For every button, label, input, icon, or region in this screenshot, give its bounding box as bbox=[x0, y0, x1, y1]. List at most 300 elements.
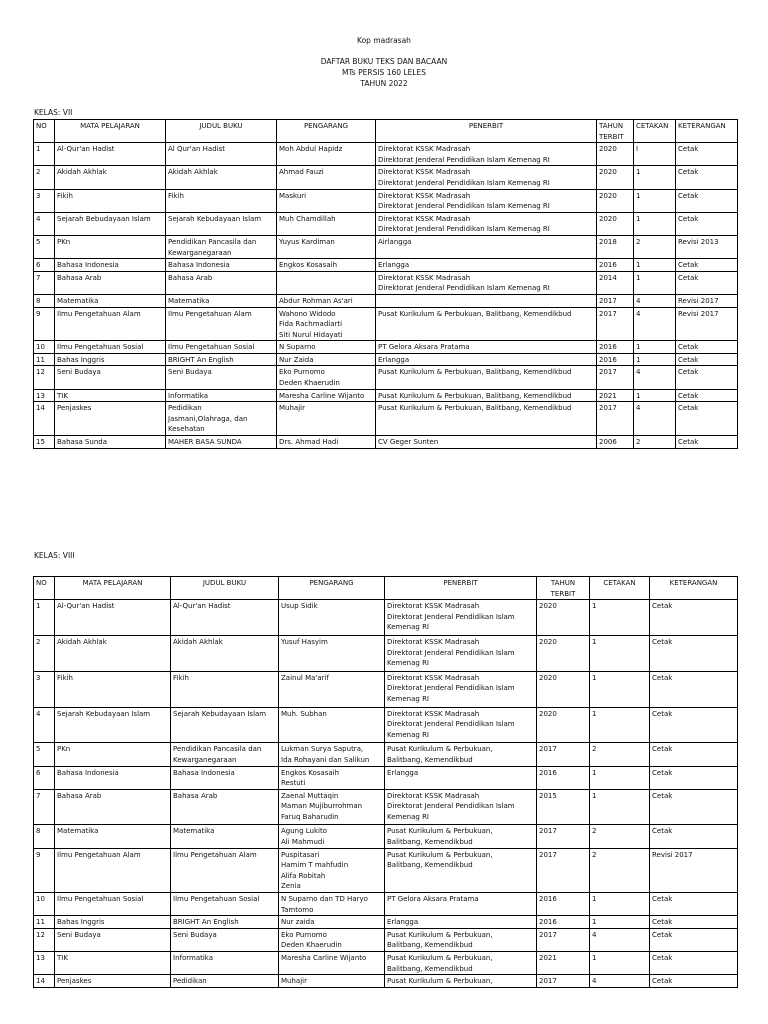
table-row bbox=[34, 600, 738, 636]
cell-cetakan: 1 bbox=[590, 600, 650, 636]
cell-mata-pelajaran: Ilmu Pengetahuan Alam bbox=[55, 307, 166, 341]
document-title bbox=[0, 56, 768, 89]
cell-line: Ilmu Pengetahuan Sosial bbox=[168, 343, 255, 352]
cell-line: Sejarah Kebudayaan Islam bbox=[173, 709, 267, 718]
cell-line: Jasmani,Olahraga, dan bbox=[168, 414, 248, 423]
cell-keterangan: Cetak bbox=[676, 271, 738, 294]
col-header-pengarang: PENGARANG bbox=[279, 577, 385, 600]
cell-keterangan: Cetak bbox=[676, 189, 738, 212]
cell-pengarang bbox=[279, 743, 385, 766]
cell-pengarang bbox=[277, 307, 376, 341]
cell-cetakan: 1 bbox=[634, 212, 676, 235]
cell-mata-pelajaran: Penjaskes bbox=[55, 975, 171, 988]
table-row bbox=[34, 928, 738, 951]
cell-no: 10 bbox=[34, 893, 55, 916]
cell-pengarang bbox=[279, 707, 385, 743]
table-row bbox=[34, 825, 738, 848]
table-row bbox=[34, 766, 738, 789]
cell-line: Pusat Kurikulum & Perbukuan, bbox=[387, 977, 493, 986]
cell-cetakan: 1 bbox=[634, 189, 676, 212]
col-header-no: NO bbox=[34, 120, 55, 143]
cell-cetakan: 4 bbox=[634, 307, 676, 341]
cell-judul-buku bbox=[171, 635, 279, 671]
cell-no: 7 bbox=[34, 789, 55, 825]
cell-line: Direktorat Jenderal Pendidikan Islam bbox=[387, 720, 515, 729]
cell-tahun-terbit: 2017 bbox=[537, 825, 590, 848]
cell-line: Akidah Akhlak bbox=[168, 168, 218, 177]
cell-keterangan: Cetak bbox=[650, 707, 738, 743]
cell-cetakan: 2 bbox=[590, 848, 650, 892]
cell-penerbit bbox=[376, 307, 597, 341]
cell-no: 12 bbox=[34, 928, 55, 951]
cell-judul-buku bbox=[166, 212, 277, 235]
cell-keterangan: Cetak bbox=[676, 259, 738, 272]
cell-tahun-terbit: 2020 bbox=[537, 707, 590, 743]
cell-pengarang bbox=[277, 389, 376, 402]
cell-line: Bahasa Indonesia bbox=[173, 768, 235, 777]
cell-pengarang bbox=[279, 848, 385, 892]
col-header-keterangan: KETERANGAN bbox=[676, 120, 738, 143]
cell-penerbit bbox=[376, 402, 597, 436]
cell-line: Maskuri bbox=[279, 191, 307, 200]
cell-mata-pelajaran: Sejarah Bebudayaan Islam bbox=[55, 212, 166, 235]
cell-judul-buku bbox=[166, 353, 277, 366]
cell-penerbit bbox=[385, 743, 537, 766]
cell-line: Bahasa Arab bbox=[173, 791, 218, 800]
cell-line: Kemenag RI bbox=[387, 812, 429, 821]
cell-cetakan: 4 bbox=[634, 402, 676, 436]
cell-penerbit bbox=[376, 366, 597, 389]
cell-line: N Suparno dan TD Haryo bbox=[281, 895, 368, 904]
cell-pengarang bbox=[277, 436, 376, 449]
cell-tahun-terbit: 2020 bbox=[597, 166, 634, 189]
cell-no: 1 bbox=[34, 600, 55, 636]
cell-keterangan: Revisi 2017 bbox=[650, 848, 738, 892]
cell-line: Muhajir bbox=[279, 404, 305, 413]
cell-line: Balitbang, Kemendikbud bbox=[387, 755, 473, 764]
cell-keterangan: Cetak bbox=[676, 436, 738, 449]
cell-tahun-terbit: 2017 bbox=[597, 294, 634, 307]
cell-mata-pelajaran: Seni Budaya bbox=[55, 366, 166, 389]
cell-line: Pendidikan Pancasila dan bbox=[173, 745, 262, 754]
col-header-judul-buku: JUDUL BUKU bbox=[166, 120, 277, 143]
cell-tahun-terbit: 2020 bbox=[537, 600, 590, 636]
cell-tahun-terbit: 2017 bbox=[597, 307, 634, 341]
cell-pengarang bbox=[279, 893, 385, 916]
cell-line: Pusat Kurikulum & Perbukuan, bbox=[387, 850, 493, 859]
cell-cetakan: 4 bbox=[634, 294, 676, 307]
cell-pengarang bbox=[277, 212, 376, 235]
cell-line: Erlangga bbox=[378, 355, 410, 364]
cell-tahun-terbit: 2017 bbox=[537, 743, 590, 766]
cell-line: Zainul Ma'arif bbox=[281, 673, 329, 682]
cell-keterangan: Cetak bbox=[650, 893, 738, 916]
letterhead-placeholder: Kop madrasah bbox=[357, 36, 411, 45]
cell-line: Deden Khaerudin bbox=[279, 379, 340, 388]
cell-pengarang bbox=[277, 189, 376, 212]
cell-keterangan: Cetak bbox=[676, 389, 738, 402]
cell-keterangan: Cetak bbox=[650, 671, 738, 707]
cell-line: Direktorat KSSK Madrasah bbox=[378, 168, 471, 177]
cell-line: Direktorat KSSK Madrasah bbox=[378, 214, 471, 223]
cell-cetakan: 1 bbox=[590, 893, 650, 916]
cell-no: 12 bbox=[34, 366, 55, 389]
cell-mata-pelajaran: PKn bbox=[55, 743, 171, 766]
cell-keterangan: Cetak bbox=[650, 789, 738, 825]
cell-tahun-terbit: 2014 bbox=[597, 271, 634, 294]
cell-no: 4 bbox=[34, 707, 55, 743]
col-header-cetakan: CETAKAN bbox=[634, 120, 676, 143]
cell-no: 14 bbox=[34, 975, 55, 988]
cell-line: BRIGHT An English bbox=[168, 355, 234, 364]
cell-keterangan: Cetak bbox=[676, 366, 738, 389]
table-row bbox=[34, 307, 738, 341]
header-line: TAHUN bbox=[550, 579, 576, 587]
class-label-vii: KELAS: VII bbox=[34, 108, 73, 117]
cell-judul-buku bbox=[171, 789, 279, 825]
cell-line: Yusuf Hasyim bbox=[281, 637, 328, 646]
cell-keterangan: Cetak bbox=[650, 975, 738, 988]
cell-judul-buku bbox=[171, 743, 279, 766]
cell-no: 4 bbox=[34, 212, 55, 235]
cell-line: Wahono Widodo bbox=[279, 309, 336, 318]
cell-no: 11 bbox=[34, 353, 55, 366]
cell-no: 2 bbox=[34, 635, 55, 671]
cell-line: Direktorat Jenderal Pendidikan Islam Kemenag RI bbox=[378, 155, 550, 164]
cell-line: Fikih bbox=[168, 191, 184, 200]
cell-pengarang bbox=[279, 600, 385, 636]
cell-mata-pelajaran: Fikih bbox=[55, 671, 171, 707]
table-row bbox=[34, 975, 738, 988]
cell-line: Eko Purnomo bbox=[281, 930, 327, 939]
cell-line: Erlangga bbox=[387, 918, 419, 927]
cell-pengarang bbox=[279, 825, 385, 848]
cell-line: Puspitasari bbox=[281, 850, 320, 859]
cell-line: Fikih bbox=[173, 673, 189, 682]
cell-no: 9 bbox=[34, 848, 55, 892]
cell-no: 1 bbox=[34, 143, 55, 166]
cell-keterangan: Cetak bbox=[676, 341, 738, 354]
cell-cetakan: I bbox=[634, 143, 676, 166]
col-header-tahun-terbit bbox=[597, 120, 634, 143]
cell-cetakan: 1 bbox=[634, 341, 676, 354]
cell-judul-buku bbox=[166, 294, 277, 307]
cell-tahun-terbit: 2016 bbox=[597, 341, 634, 354]
cell-pengarang bbox=[277, 143, 376, 166]
book-table-kelas-viii bbox=[33, 576, 738, 988]
cell-line: Bahasa Arab bbox=[168, 273, 213, 282]
cell-no: 5 bbox=[34, 743, 55, 766]
cell-cetakan: 1 bbox=[590, 789, 650, 825]
cell-mata-pelajaran: Bahasa Arab bbox=[55, 271, 166, 294]
cell-judul-buku bbox=[166, 436, 277, 449]
cell-judul-buku bbox=[171, 707, 279, 743]
cell-penerbit bbox=[385, 893, 537, 916]
col-header-cetakan: CETAKAN bbox=[590, 577, 650, 600]
table-row bbox=[34, 436, 738, 449]
cell-line: Engkos Kosasaih bbox=[281, 768, 340, 777]
cell-line: Pendidikan Pancasila dan bbox=[168, 237, 257, 246]
cell-line: Erlangga bbox=[378, 261, 410, 270]
cell-pengarang bbox=[277, 235, 376, 258]
cell-line: Hamim T mahfudin bbox=[281, 861, 349, 870]
cell-line: MAHER BASA SUNDA bbox=[168, 438, 242, 447]
cell-judul-buku bbox=[166, 341, 277, 354]
cell-judul-buku bbox=[171, 975, 279, 988]
cell-penerbit bbox=[376, 389, 597, 402]
cell-penerbit bbox=[385, 928, 537, 951]
cell-judul-buku bbox=[171, 848, 279, 892]
cell-pengarang bbox=[277, 366, 376, 389]
cell-line: Muh. Subhan bbox=[281, 709, 327, 718]
table-row bbox=[34, 743, 738, 766]
cell-line: Kemenag RI bbox=[387, 623, 429, 632]
cell-line: Kewarganegaraan bbox=[173, 755, 237, 764]
table-row bbox=[34, 166, 738, 189]
cell-pengarang bbox=[279, 789, 385, 825]
cell-pengarang bbox=[279, 952, 385, 975]
cell-line: Balitbang, Kemendikbud bbox=[387, 861, 473, 870]
cell-mata-pelajaran: TIK bbox=[55, 389, 166, 402]
cell-line: Matematika bbox=[168, 296, 210, 305]
cell-judul-buku bbox=[166, 189, 277, 212]
cell-keterangan: Revisi 2017 bbox=[676, 307, 738, 341]
cell-line: Ida Rohayani dan Salikun bbox=[281, 755, 370, 764]
cell-judul-buku bbox=[166, 307, 277, 341]
cell-line: Yuyus Kardiman bbox=[279, 237, 335, 246]
cell-penerbit bbox=[376, 166, 597, 189]
cell-keterangan: Cetak bbox=[650, 766, 738, 789]
cell-tahun-terbit: 2020 bbox=[597, 212, 634, 235]
cell-line: Zaenal Muttaqin bbox=[281, 791, 339, 800]
cell-tahun-terbit: 2020 bbox=[537, 635, 590, 671]
cell-line: Direktorat Jenderal Pendidikan Islam Kemenag RI bbox=[378, 284, 550, 293]
cell-line: Fida Rachmadiarti bbox=[279, 320, 343, 329]
cell-line: Direktorat KSSK Madrasah bbox=[387, 673, 480, 682]
cell-line: Alifa Robitah bbox=[281, 871, 326, 880]
cell-no: 8 bbox=[34, 825, 55, 848]
table-row bbox=[34, 402, 738, 436]
cell-judul-buku bbox=[166, 235, 277, 258]
col-header-penerbit: PENERBIT bbox=[385, 577, 537, 600]
cell-no: 6 bbox=[34, 766, 55, 789]
cell-mata-pelajaran: Akidah Akhlak bbox=[55, 635, 171, 671]
cell-line: Direktorat Jenderal Pendidikan Islam Kemenag RI bbox=[378, 202, 550, 211]
cell-cetakan: 2 bbox=[634, 436, 676, 449]
cell-judul-buku bbox=[171, 916, 279, 929]
cell-judul-buku bbox=[166, 366, 277, 389]
cell-pengarang bbox=[279, 671, 385, 707]
cell-mata-pelajaran: TIK bbox=[55, 952, 171, 975]
cell-line: Ilmu Pengetahuan Alam bbox=[168, 309, 252, 318]
cell-line: N Suparno bbox=[279, 343, 316, 352]
cell-pengarang bbox=[279, 916, 385, 929]
cell-line: BRIGHT An English bbox=[173, 918, 239, 927]
cell-pengarang bbox=[277, 259, 376, 272]
book-table-kelas-vii bbox=[33, 119, 738, 449]
cell-tahun-terbit: 2016 bbox=[537, 766, 590, 789]
cell-penerbit bbox=[385, 789, 537, 825]
cell-line: Pusat Kurikulum & Perbukuan, Balitbang, Kemendikbud bbox=[378, 368, 572, 377]
cell-penerbit bbox=[376, 271, 597, 294]
cell-keterangan: Cetak bbox=[650, 952, 738, 975]
cell-no: 3 bbox=[34, 189, 55, 212]
cell-keterangan: Cetak bbox=[650, 743, 738, 766]
cell-cetakan: 1 bbox=[590, 671, 650, 707]
title-line: MTs PERSIS 160 LELES bbox=[342, 68, 426, 77]
cell-line: Airlangga bbox=[378, 237, 412, 246]
cell-line: Pusat Kurikulum & Perbukuan, Balitbang, Kemendikbud bbox=[378, 404, 572, 413]
cell-tahun-terbit: 2018 bbox=[597, 235, 634, 258]
cell-mata-pelajaran: Bahasa Indonesia bbox=[55, 259, 166, 272]
cell-line: Pusat Kurikulum & Perbukuan, bbox=[387, 954, 493, 962]
cell-cetakan: 1 bbox=[590, 916, 650, 929]
cell-line: Pedidikan bbox=[173, 977, 207, 986]
cell-line: Pusat Kurikulum & Perbukuan, bbox=[387, 930, 493, 939]
cell-mata-pelajaran: Bahasa Sunda bbox=[55, 436, 166, 449]
table-body bbox=[34, 143, 738, 448]
cell-line: Pusat Kurikulum & Perbukuan, bbox=[387, 827, 493, 836]
cell-cetakan: 1 bbox=[634, 389, 676, 402]
table-row bbox=[34, 848, 738, 892]
cell-penerbit bbox=[385, 975, 537, 988]
cell-mata-pelajaran: Ilmu Pengetahuan Sosial bbox=[55, 893, 171, 916]
col-header-penerbit: PENERBIT bbox=[376, 120, 597, 143]
col-header-pengarang: PENGARANG bbox=[277, 120, 376, 143]
cell-line: Balitbang, Kemendikbud bbox=[387, 941, 473, 950]
cell-penerbit bbox=[376, 341, 597, 354]
cell-line: Sejarah Kebudayaan Islam bbox=[168, 214, 262, 223]
cell-no: 13 bbox=[34, 389, 55, 402]
cell-mata-pelajaran: Akidah Akhlak bbox=[55, 166, 166, 189]
table-row bbox=[34, 271, 738, 294]
cell-no: 3 bbox=[34, 671, 55, 707]
cell-pengarang bbox=[279, 766, 385, 789]
cell-tahun-terbit: 2020 bbox=[597, 189, 634, 212]
cell-line: Nur Zaida bbox=[279, 355, 314, 364]
cell-line: Drs. Ahmad Hadi bbox=[279, 438, 339, 447]
cell-judul-buku bbox=[171, 952, 279, 975]
cell-line: Pusat Kurikulum & Perbukuan, bbox=[387, 745, 493, 754]
cell-line: Direktorat KSSK Madrasah bbox=[387, 637, 480, 646]
cell-line: Ahmad Fauzi bbox=[279, 168, 324, 177]
cell-line: Zenia bbox=[281, 882, 301, 891]
cell-line: Akidah Akhlak bbox=[173, 637, 223, 646]
cell-keterangan: Cetak bbox=[676, 143, 738, 166]
cell-line: Kewarganegaraan bbox=[168, 248, 232, 257]
cell-keterangan: Cetak bbox=[676, 166, 738, 189]
cell-tahun-terbit: 2016 bbox=[597, 259, 634, 272]
cell-cetakan: 2 bbox=[590, 743, 650, 766]
cell-line: Direktorat KSSK Madrasah bbox=[378, 191, 471, 200]
cell-line: Moh Abdul Hapidz bbox=[279, 145, 343, 154]
class-label-viii: KELAS: VIII bbox=[34, 551, 75, 560]
cell-mata-pelajaran: Bahasa Indonesia bbox=[55, 766, 171, 789]
cell-line: Maman Mujiburrohman bbox=[281, 802, 363, 811]
cell-line: Direktorat KSSK Madrasah bbox=[387, 709, 480, 718]
cell-tahun-terbit: 2021 bbox=[537, 952, 590, 975]
cell-keterangan: Cetak bbox=[650, 635, 738, 671]
cell-judul-buku bbox=[166, 166, 277, 189]
cell-line: PT Gelora Aksara Pratama bbox=[387, 895, 479, 904]
cell-cetakan: 1 bbox=[634, 353, 676, 366]
cell-cetakan: 4 bbox=[590, 975, 650, 988]
cell-tahun-terbit: 2017 bbox=[537, 848, 590, 892]
table-row bbox=[34, 916, 738, 929]
cell-penerbit bbox=[385, 916, 537, 929]
cell-judul-buku bbox=[171, 766, 279, 789]
cell-penerbit bbox=[376, 436, 597, 449]
cell-mata-pelajaran: Penjaskes bbox=[55, 402, 166, 436]
cell-penerbit bbox=[376, 259, 597, 272]
cell-cetakan: 2 bbox=[590, 825, 650, 848]
cell-mata-pelajaran: Ilmu Pengetahuan Alam bbox=[55, 848, 171, 892]
cell-line: Direktorat Jenderal Pendidikan Islam bbox=[387, 802, 515, 811]
cell-penerbit bbox=[385, 848, 537, 892]
cell-no: 15 bbox=[34, 436, 55, 449]
col-header-mata-pelajaran: MATA PELAJARAN bbox=[55, 120, 166, 143]
cell-line: Pedidikan bbox=[168, 404, 202, 413]
cell-keterangan: Revisi 2013 bbox=[676, 235, 738, 258]
cell-pengarang bbox=[277, 402, 376, 436]
cell-tahun-terbit: 2017 bbox=[597, 366, 634, 389]
cell-keterangan: Cetak bbox=[650, 928, 738, 951]
cell-judul-buku bbox=[171, 600, 279, 636]
cell-cetakan: 4 bbox=[634, 366, 676, 389]
table-row bbox=[34, 671, 738, 707]
cell-line: Restuti bbox=[281, 779, 306, 788]
cell-line: Lukman Surya Saputra, bbox=[281, 745, 364, 754]
cell-cetakan: 1 bbox=[590, 952, 650, 975]
cell-mata-pelajaran: Fikih bbox=[55, 189, 166, 212]
cell-judul-buku bbox=[171, 893, 279, 916]
cell-keterangan: Cetak bbox=[650, 916, 738, 929]
cell-line: Direktorat Jenderal Pendidikan Islam bbox=[387, 648, 515, 657]
cell-mata-pelajaran: Al-Qur'an Hadist bbox=[55, 143, 166, 166]
col-header-no: NO bbox=[34, 577, 55, 600]
cell-line: Balitbang, Kemendikbud bbox=[387, 964, 473, 973]
cell-mata-pelajaran: Bahas Inggris bbox=[55, 353, 166, 366]
cell-judul-buku bbox=[171, 928, 279, 951]
cell-line: Direktorat KSSK Madrasah bbox=[378, 273, 471, 282]
table-row bbox=[34, 212, 738, 235]
cell-no: 7 bbox=[34, 271, 55, 294]
cell-line: Direktorat KSSK Madrasah bbox=[378, 145, 471, 154]
cell-tahun-terbit: 2015 bbox=[537, 789, 590, 825]
cell-line: CV Geger Sunten bbox=[378, 438, 439, 447]
cell-line: Usup Sidik bbox=[281, 602, 318, 611]
cell-penerbit bbox=[385, 635, 537, 671]
table-row bbox=[34, 366, 738, 389]
cell-line: Abdur Rohman As'ari bbox=[279, 296, 353, 305]
cell-line: Nur zaida bbox=[281, 918, 315, 927]
cell-penerbit bbox=[385, 766, 537, 789]
cell-cetakan: 1 bbox=[634, 271, 676, 294]
cell-cetakan: 1 bbox=[590, 635, 650, 671]
cell-tahun-terbit: 2017 bbox=[537, 928, 590, 951]
cell-no: 2 bbox=[34, 166, 55, 189]
cell-no: 6 bbox=[34, 259, 55, 272]
cell-line: Seni Budaya bbox=[173, 930, 217, 939]
cell-tahun-terbit: 2021 bbox=[597, 389, 634, 402]
cell-line: Kesehatan bbox=[168, 425, 205, 434]
cell-line: Eko Purnomo bbox=[279, 368, 325, 377]
cell-no: 13 bbox=[34, 952, 55, 975]
cell-mata-pelajaran: Matematika bbox=[55, 825, 171, 848]
cell-judul-buku bbox=[166, 402, 277, 436]
cell-pengarang bbox=[279, 975, 385, 988]
cell-tahun-terbit: 2016 bbox=[597, 353, 634, 366]
